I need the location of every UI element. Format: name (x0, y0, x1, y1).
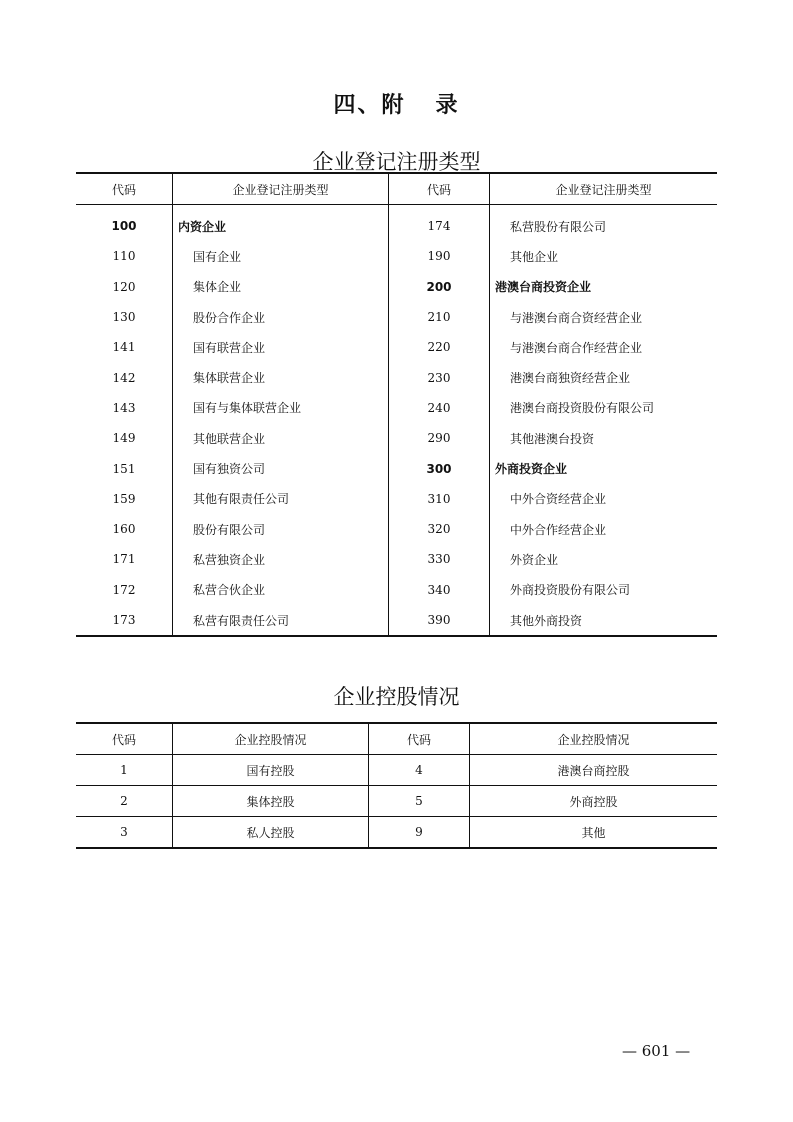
code-cell: 143 (112, 400, 136, 415)
table-row (76, 241, 717, 271)
table-row (76, 575, 717, 605)
code-cell-2: 240 (389, 393, 490, 423)
table-row (76, 514, 717, 544)
table-row (76, 453, 717, 483)
code-cell-2: 320 (389, 514, 490, 544)
code-cell-2: 340 (389, 575, 490, 605)
table-row (76, 786, 717, 817)
type-cell-2: 其他企业 (490, 241, 718, 271)
type-cell: 其他有限责任公司 (173, 484, 389, 514)
type-cell: 私营有限责任公司 (173, 605, 389, 636)
table-row (76, 205, 717, 242)
type-cell-2: 中外合资经营企业 (490, 484, 718, 514)
code-cell: 141 (112, 340, 136, 355)
type-cell-2: 港澳台商投资企业 (490, 272, 718, 302)
type-cell-2: 港澳台商投资股份有限公司 (490, 393, 718, 423)
holding-cell: 私人控股 (173, 817, 369, 849)
header-code: 代码 (76, 173, 173, 205)
page-heading-part2: 录 (435, 93, 460, 118)
holding-cell-2: 其他 (470, 817, 718, 849)
table-row (76, 423, 717, 453)
code-cell: 172 (112, 582, 136, 597)
registration-table-title: 企业登记注册类型 (312, 150, 481, 174)
table-row (76, 755, 717, 786)
code-cell: 2 (76, 786, 173, 817)
code-cell-2: 9 (369, 817, 470, 849)
type-cell-2: 私营股份有限公司 (490, 205, 718, 242)
holding-cell-2: 港澳台商控股 (470, 755, 718, 786)
table-row (76, 544, 717, 574)
code-cell: 173 (112, 613, 136, 627)
table-row (76, 484, 717, 514)
table-row (76, 817, 717, 849)
holding-cell: 集体控股 (173, 786, 369, 817)
type-cell: 集体企业 (173, 272, 389, 302)
header-holding: 企业控股情况 (173, 723, 369, 755)
table-row (76, 332, 717, 362)
page-heading-part1: 四、附 (333, 93, 406, 118)
code-cell-2: 190 (389, 241, 490, 271)
type-cell: 私营独资企业 (173, 544, 389, 574)
code-cell: 151 (112, 461, 136, 476)
header-code-2: 代码 (369, 723, 470, 755)
code-cell: 149 (112, 431, 136, 446)
header-holding-2: 企业控股情况 (470, 723, 718, 755)
code-cell: 110 (112, 249, 136, 264)
type-cell: 集体联营企业 (173, 362, 389, 392)
type-cell: 私营合伙企业 (173, 575, 389, 605)
code-cell-2: 5 (369, 786, 470, 817)
type-cell: 国有独资公司 (173, 453, 389, 483)
table-row (76, 605, 717, 636)
type-cell-2: 外商投资股份有限公司 (490, 575, 718, 605)
table-row (76, 302, 717, 332)
type-cell-2: 其他港澳台投资 (490, 423, 718, 453)
type-cell: 股份有限公司 (173, 514, 389, 544)
code-cell: 142 (112, 370, 136, 385)
type-cell-2: 与港澳台商合资经营企业 (490, 302, 718, 332)
code-cell: 120 (112, 279, 136, 294)
code-cell: 100 (111, 219, 137, 234)
holding-table-title: 企业控股情况 (333, 685, 460, 709)
code-cell-2: 230 (389, 362, 490, 392)
code-cell-2: 200 (389, 272, 490, 302)
header-code-2: 代码 (389, 173, 490, 205)
code-cell: 130 (112, 310, 136, 325)
page-number: — 601 — (622, 1042, 691, 1060)
code-cell: 159 (112, 491, 136, 506)
type-cell: 国有联营企业 (173, 332, 389, 362)
type-cell: 国有与集体联营企业 (173, 393, 389, 423)
code-cell-2: 330 (389, 544, 490, 574)
code-cell-2: 210 (389, 302, 490, 332)
table-header-row (76, 723, 717, 755)
type-cell-2: 外商投资企业 (490, 453, 718, 483)
table-row (76, 362, 717, 392)
code-cell: 171 (112, 552, 136, 567)
type-cell-2: 与港澳台商合作经营企业 (490, 332, 718, 362)
holding-status-table (76, 722, 717, 849)
type-cell: 内资企业 (173, 205, 389, 242)
code-cell-2: 220 (389, 332, 490, 362)
table-row (76, 393, 717, 423)
code-cell: 160 (112, 522, 136, 537)
code-cell: 1 (76, 755, 173, 786)
code-cell-2: 300 (389, 453, 490, 483)
type-cell-2: 外资企业 (490, 544, 718, 574)
page-heading (0, 88, 793, 119)
registration-type-table (76, 172, 717, 637)
code-cell-2: 290 (389, 423, 490, 453)
header-code: 代码 (76, 723, 173, 755)
header-type: 企业登记注册类型 (173, 173, 389, 205)
table-row (76, 272, 717, 302)
type-cell-2: 港澳台商独资经营企业 (490, 362, 718, 392)
header-type-2: 企业登记注册类型 (490, 173, 718, 205)
code-cell-2: 390 (389, 605, 490, 636)
holding-cell-2: 外商控股 (470, 786, 718, 817)
code-cell-2: 174 (389, 205, 490, 242)
code-cell: 3 (120, 825, 128, 839)
table-header-row (76, 173, 717, 205)
type-cell: 其他联营企业 (173, 423, 389, 453)
code-cell-2: 4 (369, 755, 470, 786)
type-cell-2: 中外合作经营企业 (490, 514, 718, 544)
type-cell: 股份合作企业 (173, 302, 389, 332)
code-cell-2: 310 (389, 484, 490, 514)
holding-cell: 国有控股 (173, 755, 369, 786)
type-cell: 国有企业 (173, 241, 389, 271)
type-cell-2: 其他外商投资 (490, 605, 718, 636)
